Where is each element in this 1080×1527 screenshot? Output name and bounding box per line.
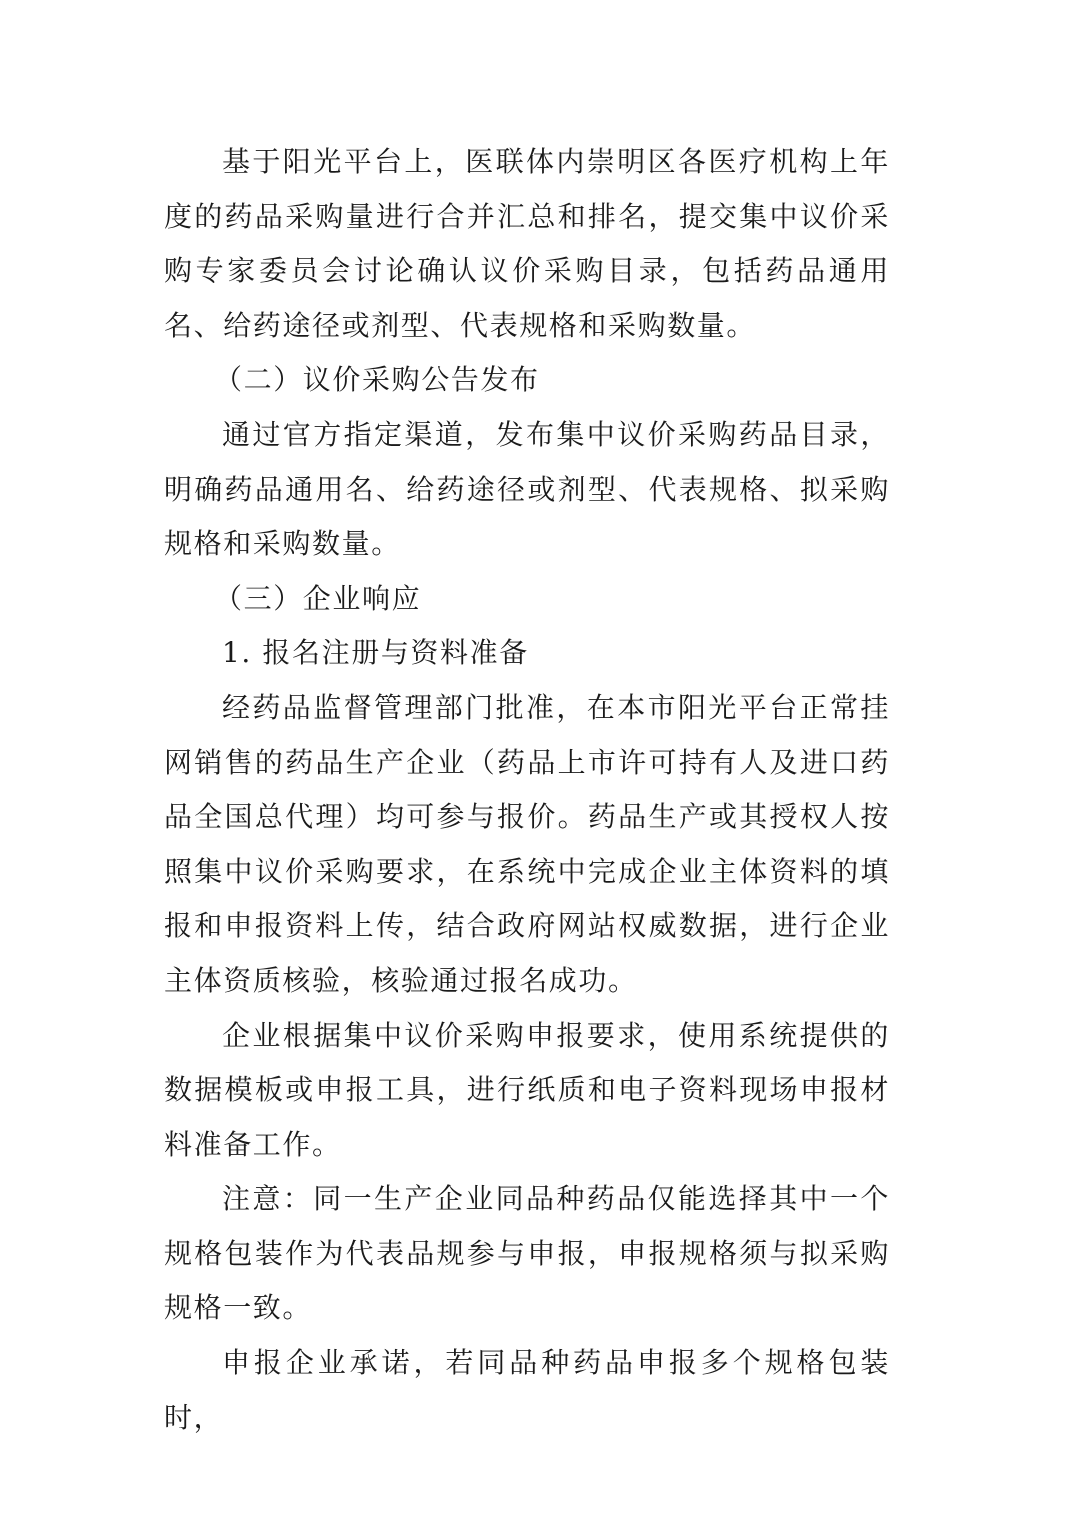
subheading-registration: 1. 报名注册与资料准备 — [222, 636, 529, 670]
document-body — [164, 135, 890, 1445]
section-heading-enterprise-response: （三）企业响应 — [214, 581, 422, 615]
paragraph-registration: 经药品监督管理部门批准，在本市阳光平台正常挂网销售的药品生产企业（药品上市许可持有人及进口药品全国总代理）均可参与报价。药品生产或其授权人按照集中议价采购要求，在系统中完成企业主体资料的填报和申报资料上传，结合政府网站权威数据，进行企业主体资质核验，核验通过报名成功。 — [164, 690, 890, 997]
paragraph-notice: 注意：同一生产企业同品种药品仅能选择其中一个规格包装作为代表品规参与申报，申报规格须与拟采购规格一致。 — [164, 1182, 890, 1325]
paragraph-announcement: 通过官方指定渠道，发布集中议价采购药品目录，明确药品通用名、给药途径或剂型、代表规格、拟采购规格和采购数量。 — [164, 417, 890, 561]
paragraph-catalog-summary: 基于阳光平台上，医联体内崇明区各医疗机构上年度的药品采购量进行合并汇总和排名，提交集中议价采购专家委员会讨论确认议价采购目录，包括药品通用名、给药途径或剂型、代表规格和采购数量。 — [164, 145, 890, 342]
paragraph-preparation: 企业根据集中议价采购申报要求，使用系统提供的数据模板或申报工具，进行纸质和电子资料现场申报材料准备工作。 — [164, 1018, 890, 1161]
section-heading-announcement: （二）议价采购公告发布 — [214, 363, 540, 397]
paragraph-commitment: 申报企业承诺，若同品种药品申报多个规格包装时， — [164, 1346, 890, 1434]
